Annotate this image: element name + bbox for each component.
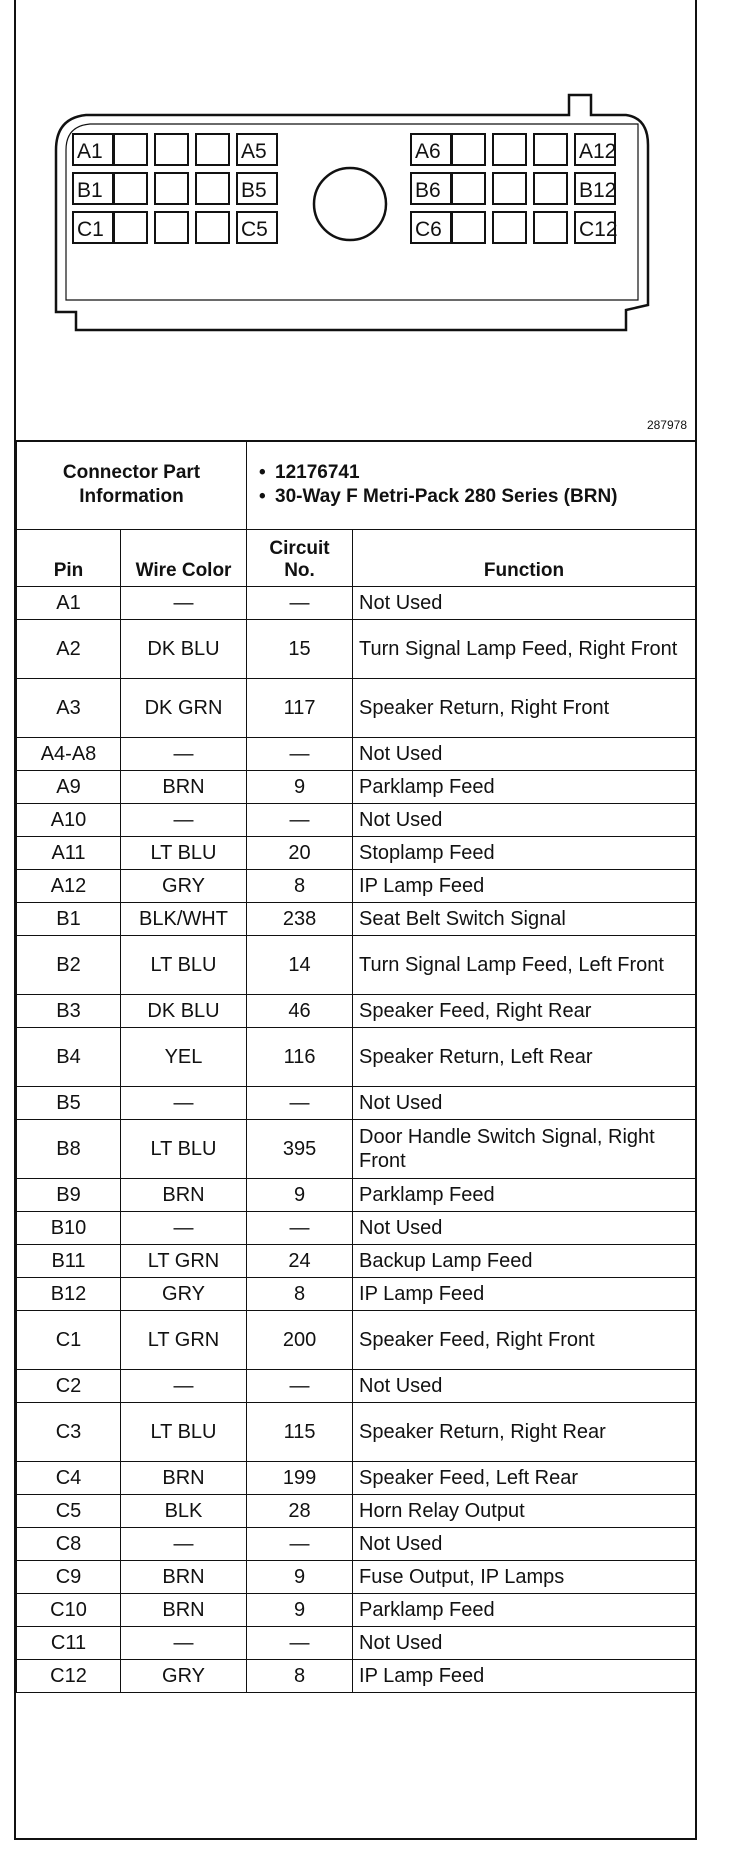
cavity [452,173,485,204]
cavity [114,173,147,204]
wire-color-cell: GRY [121,870,247,903]
circuit-cell: 200 [247,1311,353,1370]
table-row [17,903,696,936]
circuit-cell: 28 [247,1495,353,1528]
table-row [17,679,696,738]
table-header [17,530,696,587]
connector-info-values [247,441,696,530]
circuit-cell: 8 [247,870,353,903]
cavity-label: B6 [415,179,441,202]
pin-cell: B9 [17,1179,121,1212]
pin-cell: A9 [17,771,121,804]
cavity-label: C6 [415,218,442,241]
wire-color-cell: LT BLU [121,837,247,870]
connector-info-label: Connector Part Information [17,441,247,530]
pin-cell: B2 [17,936,121,995]
circuit-cell: — [247,1087,353,1120]
cavity [114,212,147,243]
table-row [17,738,696,771]
pin-cell: C12 [17,1660,121,1693]
function-cell: Parklamp Feed [353,771,696,804]
pin-cell: A12 [17,870,121,903]
wire-color-cell: BRN [121,1561,247,1594]
function-cell: Turn Signal Lamp Feed, Left Front [353,936,696,995]
wire-color-cell: — [121,1087,247,1120]
wire-color-cell: — [121,804,247,837]
wire-color-cell: LT GRN [121,1245,247,1278]
wire-color-cell: BRN [121,1179,247,1212]
table-row [17,1087,696,1120]
cavity-label: B12 [579,179,617,202]
function-cell: Speaker Feed, Right Front [353,1311,696,1370]
cavity-label: C5 [241,218,268,241]
wire-color-cell: DK BLU [121,995,247,1028]
function-cell: Horn Relay Output [353,1495,696,1528]
function-cell: Backup Lamp Feed [353,1245,696,1278]
circuit-cell: 46 [247,995,353,1028]
function-cell: IP Lamp Feed [353,1278,696,1311]
cavity [196,212,229,243]
function-cell: Not Used [353,804,696,837]
cavity [196,134,229,165]
cavity [452,212,485,243]
wire-color-cell: — [121,1528,247,1561]
table-row [17,1212,696,1245]
header-function: Function [353,530,696,587]
pin-cell: C3 [17,1403,121,1462]
table-row [17,1495,696,1528]
cavity-label: B1 [77,179,103,202]
connector-info-row [17,441,696,530]
function-cell: Not Used [353,1627,696,1660]
wire-color-cell: LT BLU [121,1403,247,1462]
pin-cell: C9 [17,1561,121,1594]
wire-color-cell: DK BLU [121,620,247,679]
pin-cell: B3 [17,995,121,1028]
cavity-label: A5 [241,140,267,163]
function-cell: IP Lamp Feed [353,1660,696,1693]
pinout-rows [17,587,696,1693]
pin-cell: C10 [17,1594,121,1627]
pin-cell: C2 [17,1370,121,1403]
connector-sheet [14,0,697,1840]
cavity [155,212,188,243]
circuit-cell: — [247,738,353,771]
wire-color-cell: LT BLU [121,936,247,995]
pin-cell: C5 [17,1495,121,1528]
wire-color-cell: GRY [121,1660,247,1693]
pin-cell: C4 [17,1462,121,1495]
cavity [534,173,567,204]
circuit-cell: 24 [247,1245,353,1278]
wire-color-cell: YEL [121,1028,247,1087]
pin-cell: B10 [17,1212,121,1245]
table-row [17,1594,696,1627]
table-row [17,1403,696,1462]
wire-color-cell: GRY [121,1278,247,1311]
cavity [493,212,526,243]
cavity [452,134,485,165]
wire-color-cell: BLK [121,1495,247,1528]
center-bolt-hole [314,168,386,240]
function-cell: Parklamp Feed [353,1179,696,1212]
pin-cell: B11 [17,1245,121,1278]
circuit-cell: — [247,1212,353,1245]
cavity-label: A1 [77,140,103,163]
pin-cell: B4 [17,1028,121,1087]
function-cell: Door Handle Switch Signal, Right Front [353,1120,696,1179]
table-row [17,804,696,837]
function-cell: Speaker Return, Right Rear [353,1403,696,1462]
function-cell: Turn Signal Lamp Feed, Right Front [353,620,696,679]
circuit-cell: — [247,587,353,620]
pin-cell: A10 [17,804,121,837]
cavity [534,134,567,165]
cavity-label: A6 [415,140,441,163]
cavity-label: C12 [579,218,618,241]
circuit-cell: 9 [247,1179,353,1212]
function-cell: Speaker Feed, Left Rear [353,1462,696,1495]
wire-color-cell: DK GRN [121,679,247,738]
connector-diagram [16,0,695,442]
pin-cell: A4-A8 [17,738,121,771]
wire-color-cell: LT BLU [121,1120,247,1179]
table-row [17,1660,696,1693]
wire-color-cell: — [121,587,247,620]
wire-color-cell: BRN [121,1594,247,1627]
pin-cell: A2 [17,620,121,679]
circuit-cell: 9 [247,1561,353,1594]
circuit-cell: 15 [247,620,353,679]
circuit-cell: — [247,1627,353,1660]
table-row [17,587,696,620]
function-cell: Parklamp Feed [353,1594,696,1627]
table-row [17,837,696,870]
function-cell: Not Used [353,1528,696,1561]
wire-color-cell: — [121,1212,247,1245]
cavity-label: B5 [241,179,267,202]
pin-cell: B8 [17,1120,121,1179]
cavity [155,134,188,165]
circuit-cell: 8 [247,1278,353,1311]
pin-cell: C1 [17,1311,121,1370]
table-row [17,936,696,995]
pin-cell: A11 [17,837,121,870]
cavity [114,134,147,165]
table-row [17,1311,696,1370]
circuit-cell: 199 [247,1462,353,1495]
circuit-cell: 8 [247,1660,353,1693]
circuit-cell: — [247,1528,353,1561]
cavity [196,173,229,204]
circuit-cell: 116 [247,1028,353,1087]
table-row [17,1179,696,1212]
table-row [17,771,696,804]
connector-description: • 30-Way F Metri-Pack 280 Series (BRN) [253,485,689,509]
table-row [17,620,696,679]
function-cell: Not Used [353,738,696,771]
cavity-label: C1 [77,218,104,241]
table-row [17,1462,696,1495]
function-cell: Speaker Return, Right Front [353,679,696,738]
table-row [17,1278,696,1311]
cavity-block-left [73,134,277,243]
circuit-cell: 117 [247,679,353,738]
circuit-cell: 20 [247,837,353,870]
function-cell: IP Lamp Feed [353,870,696,903]
circuit-cell: — [247,1370,353,1403]
pin-cell: B5 [17,1087,121,1120]
pin-cell: B12 [17,1278,121,1311]
connector-face-drawing [16,0,695,440]
header-circuit: Circuit No. [247,530,353,587]
circuit-cell: 9 [247,771,353,804]
function-cell: Not Used [353,1212,696,1245]
table-row [17,1561,696,1594]
wire-color-cell: LT GRN [121,1311,247,1370]
function-cell: Not Used [353,1370,696,1403]
cavity [155,173,188,204]
wire-color-cell: BRN [121,1462,247,1495]
table-row [17,1528,696,1561]
function-cell: Speaker Feed, Right Rear [353,995,696,1028]
table-row [17,870,696,903]
wire-color-cell: — [121,1627,247,1660]
pin-cell: C11 [17,1627,121,1660]
pin-cell: A3 [17,679,121,738]
table-row [17,1370,696,1403]
table-row [17,995,696,1028]
pin-cell: B1 [17,903,121,936]
circuit-cell: — [247,804,353,837]
wire-color-cell: BLK/WHT [121,903,247,936]
pin-cell: C8 [17,1528,121,1561]
table-row [17,1028,696,1087]
header-pin: Pin [17,530,121,587]
function-cell: Fuse Output, IP Lamps [353,1561,696,1594]
pinout-table [16,440,696,1693]
figure-number: 287978 [646,418,687,432]
function-cell: Seat Belt Switch Signal [353,903,696,936]
table-row [17,1120,696,1179]
circuit-cell: 238 [247,903,353,936]
circuit-cell: 14 [247,936,353,995]
function-cell: Speaker Return, Left Rear [353,1028,696,1087]
table-row [17,1245,696,1278]
circuit-cell: 395 [247,1120,353,1179]
cavity-block-right [411,134,618,243]
table-row [17,1627,696,1660]
cavity [493,134,526,165]
circuit-cell: 115 [247,1403,353,1462]
function-cell: Not Used [353,587,696,620]
part-number: • 12176741 [253,461,689,485]
header-wire-color: Wire Color [121,530,247,587]
cavity-label: A12 [579,140,617,163]
cavity [493,173,526,204]
wire-color-cell: BRN [121,771,247,804]
wire-color-cell: — [121,1370,247,1403]
pin-cell: A1 [17,587,121,620]
wire-color-cell: — [121,738,247,771]
cavity [534,212,567,243]
function-cell: Not Used [353,1087,696,1120]
function-cell: Stoplamp Feed [353,837,696,870]
circuit-cell: 9 [247,1594,353,1627]
